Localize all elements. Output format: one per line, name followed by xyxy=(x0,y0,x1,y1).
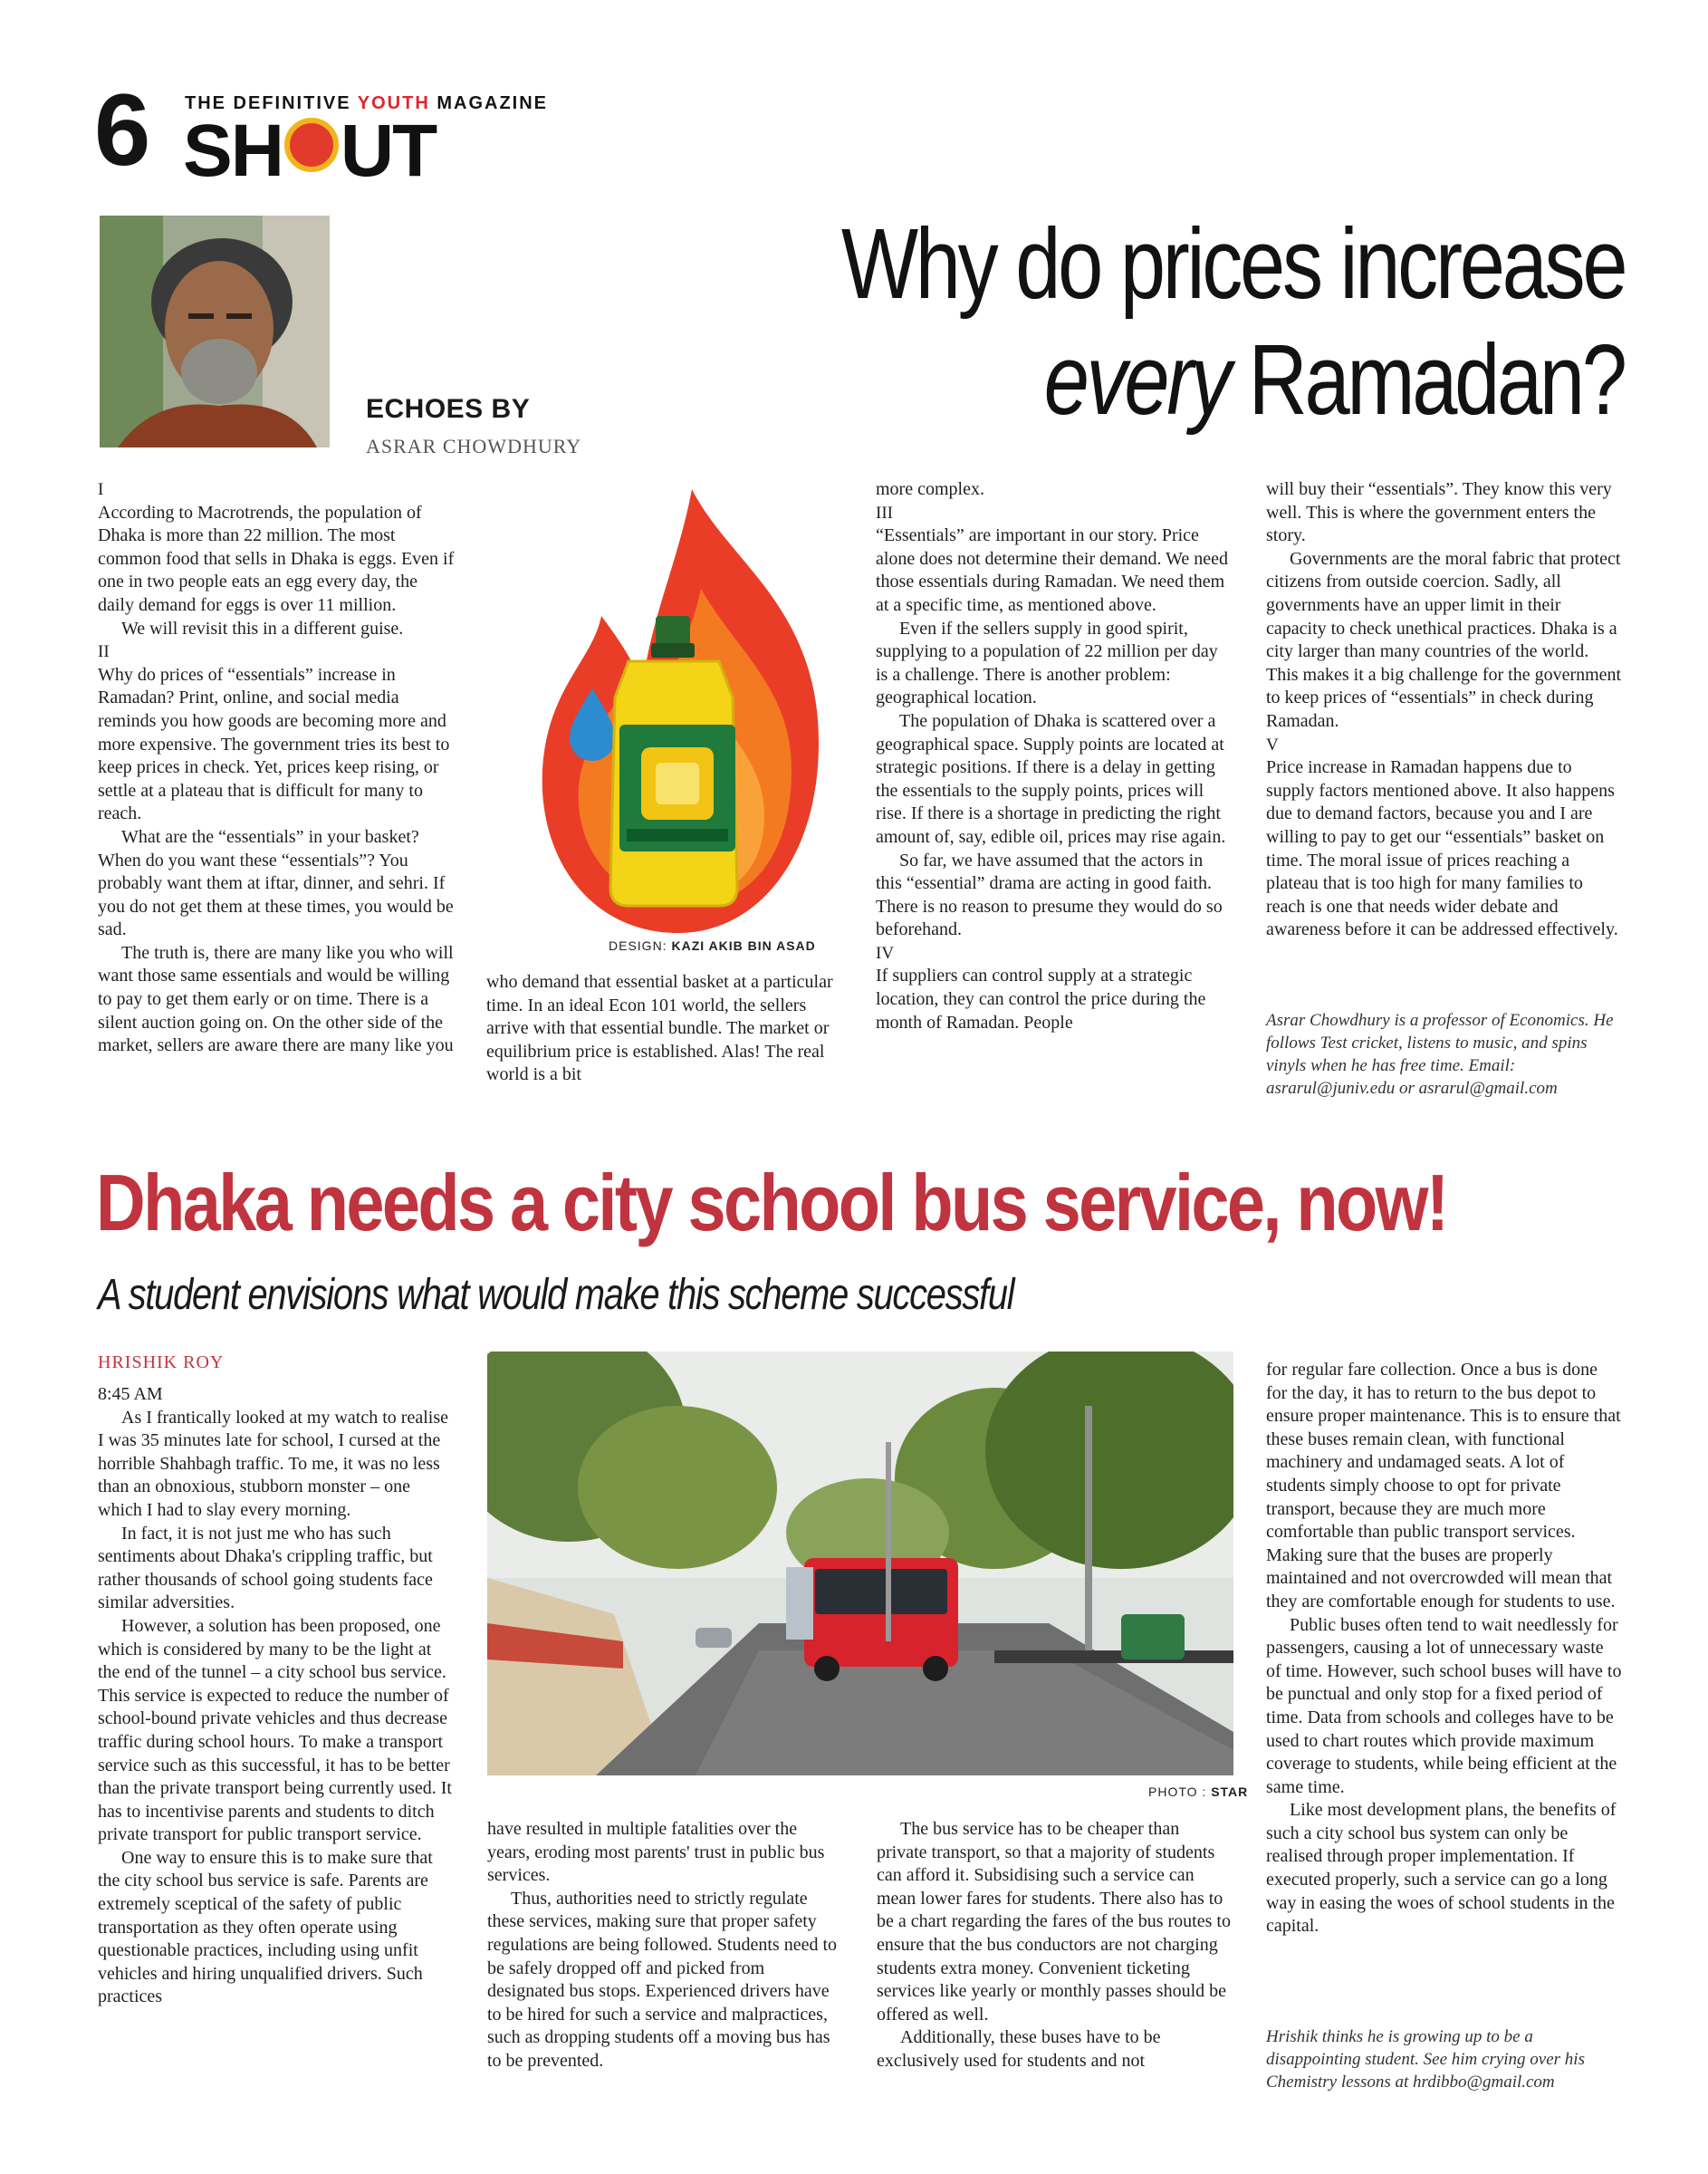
article2-column-2 xyxy=(487,1818,843,2073)
article2-title: Dhaka needs a city school bus service, now! xyxy=(96,1158,1447,1247)
section-numeral: I xyxy=(98,480,104,499)
section-numeral: IV xyxy=(876,943,895,963)
section-numeral: III xyxy=(876,503,893,523)
article2-column-1 xyxy=(98,1383,453,2009)
oil-bottle-fire-icon xyxy=(520,480,846,951)
paragraph: for regular fare collection. Once a bus is done for the day, it has to return to the bus depot to ensure proper maintenance. This is to ensure that these buses remain clean, with functional machinery and undamaged seats. A lot of students simply choose to opt for private transport, because they are much more comfortable than public transport services. Making sure that the buses are properly maintained and not overcrowded will mean that they are comfortable enough for students to use. xyxy=(1266,1360,1621,1611)
paragraph: In fact, it is not just me who has such sentiments about Dhaka's crippling traffic, but rather thousands of school going students face similar adversities. xyxy=(98,1523,433,1613)
article1-column-2 xyxy=(486,971,845,1087)
paragraph: The truth is, there are many like you who will want those same essentials and would be willing to pay to get them early or on time. There is a silent auction going on. On the other side of the market, sellers are aware there are many like you xyxy=(98,942,454,1056)
paragraph: who demand that essential basket at a particular time. In an ideal Econ 101 world, the sellers arrive with that essential bundle. The market or equilibrium price is established. Alas! The real world is a bit xyxy=(486,972,833,1085)
paragraph: If suppliers can control supply at a strategic location, they can control the price during the month of Ramadan. People xyxy=(876,966,1206,1033)
tagline-pre: THE DEFINITIVE xyxy=(185,93,351,113)
article2-column-3 xyxy=(877,1818,1233,2073)
article1-title-line1: Why do prices increase xyxy=(840,208,1625,320)
article1-column-3 xyxy=(876,478,1233,1034)
paragraph: However, a solution has been proposed, one which is considered by many to be the light at the end of the tunnel – a city school bus service. This service is expected to reduce the number of school-bound private vehicles and thus decrease traffic during school hours. To make a transport service such as this successful, it has to be better than the private transport being currently used. It has to incentivise parents and students to ditch private transport for public transport service. xyxy=(98,1615,452,1845)
article1-column-4 xyxy=(1266,478,1624,942)
paragraph: Additionally, these buses have to be exclusively used for students and not xyxy=(877,2027,1161,2071)
article2-subtitle: A student envisions what would make this scheme successful xyxy=(98,1271,1014,1319)
paragraph: Like most development plans, the benefits of such a city school bus system can only be realised through proper implementation. If executed properly, such a service can go a long way in easing the woes of school students in the capital. xyxy=(1266,1800,1617,1937)
page-number: 6 xyxy=(94,73,149,187)
bus-photo xyxy=(487,1352,1233,1775)
paragraph: have resulted in multiple fatalities over the years, eroding most parents' trust in public bus services. xyxy=(487,1819,825,1886)
article1-column-1 xyxy=(98,478,456,1058)
paragraph: One way to ensure this is to make sure that the city school bus service is safe. Parents are extremely sceptical of the safety of public transportation as they often operate using questionable practices, including using unfit vehicles and hiring unqualified drivers. Such practices xyxy=(98,1847,433,2007)
paragraph: 8:45 AM xyxy=(98,1384,163,1404)
column-name: ECHOES BY xyxy=(366,394,531,424)
photo-credit-name: STAR xyxy=(1211,1784,1249,1799)
logo-o-target-icon xyxy=(284,118,339,172)
portrait-illustration xyxy=(100,216,330,447)
article1-title-line2 xyxy=(1044,326,1625,435)
paragraph: Price increase in Ramadan happens due to supply factors mentioned above. It also happens due to demand factors, because you and I are willing to pay to get our “essentials” basket on time. The moral issue of prices reaching a plateau that is too high for many families to reach is one that needs wider debate and awareness before it can be addressed effectively. xyxy=(1266,757,1618,940)
design-credit xyxy=(609,938,816,953)
section-numeral: II xyxy=(98,642,110,662)
paragraph: As I frantically looked at my watch to realise I was 35 minutes late for school, I cursed at the horrible Shahbagh traffic. To me, it was no less than an obnoxious, stubborn monster – one which I had to slay every morning. xyxy=(98,1407,448,1520)
paragraph: The population of Dhaka is scattered over a geographical space. Supply points are located at strategic positions. If there is a delay in getting the essentials to the supply points, prices will rise. If there is a shortage in predicting the right amount of, say, edible oil, prices may rise again. xyxy=(876,710,1226,847)
paragraph: What are the “essentials” in your basket? When do you want these “essentials”? You probably want them at iftar, dinner, and sehri. If you do not get them at these times, you would be sad. xyxy=(98,826,454,940)
article1-author: ASRAR CHOWDHURY xyxy=(366,435,582,457)
title-rest: Ramadan? xyxy=(1248,324,1625,436)
street-bus-illustration xyxy=(487,1352,1233,1775)
photo-credit-label: PHOTO : xyxy=(1148,1784,1207,1799)
shout-logo xyxy=(183,110,437,192)
paragraph: Even if the sellers supply in good spirit, supplying to a population of 22 million per day is a challenge. There is another problem: geographical location. xyxy=(876,618,1218,708)
design-credit-name: KAZI AKIB BIN ASAD xyxy=(671,938,816,953)
paragraph: Governments are the moral fabric that protect citizens from outside coercion. Sadly, all governments have an upper limit in their capacity to check unethical practices. Dhaka is a city larger than many countries of the world. This makes it a big challenge for the government to keep prices of “essentials” in check during Ramadan. xyxy=(1266,548,1622,731)
paragraph: “Essentials” are important in our story. Price alone does not determine their demand. We need those essentials during Ramadan. We need them at a specific time, as mentioned above. xyxy=(876,525,1228,615)
paragraph: will buy their “essentials”. They know this very well. This is where the government enters the story. xyxy=(1266,479,1612,546)
title-italic-word: every xyxy=(1044,324,1230,436)
paragraph: According to Macrotrends, the population of Dhaka is more than 22 million. The most common food that sells in Dhaka is eggs. Even if one in two people eats an egg every day, the daily demand for eggs is over 11 million. xyxy=(98,502,455,615)
paragraph: So far, we have assumed that the actors in this “essential” drama are acting in good faith. There is no reason to presume they would do so beforehand. xyxy=(876,850,1223,940)
paragraph: more complex. xyxy=(876,479,984,499)
paragraph: Thus, authorities need to strictly regulate these services, making sure that proper safety regulations are being followed. Students need to be safely dropped off and picked from designated bus stops. Experienced drivers have to be hired for such a service and malpractices, such as dropping students off a moving bus has to be prevented. xyxy=(487,1888,838,2071)
section-numeral: V xyxy=(1266,735,1279,755)
logo-part1: SH xyxy=(183,110,283,192)
tagline-post: MAGAZINE xyxy=(437,93,549,113)
fire-oil-illustration xyxy=(520,480,846,951)
tagline-highlight: YOUTH xyxy=(357,93,430,113)
paragraph: Why do prices of “essentials” increase in Ramadan? Print, online, and social media reminds you how goods are becoming more and more expensive. The government tries its best to keep prices in check. Yet, prices keep rising, or settle at a plateau that is difficult for many to reach. xyxy=(98,664,450,824)
article2-column-4 xyxy=(1266,1359,1622,1938)
logo-part2: UT xyxy=(340,110,437,192)
paragraph: We will revisit this in a different guise. xyxy=(121,618,404,639)
article2-author-bio: Hrishik thinks he is growing up to be a disappointing student. See him crying over his Chemistry lessons at hrdibbo@gmail.com xyxy=(1266,2027,1585,2092)
photo-credit xyxy=(1148,1784,1248,1799)
paragraph: The bus service has to be cheaper than private transport, so that a majority of students can afford it. Subsidising such a service can mean lower fares for students. There also has to be a chart regarding the fares of the bus routes to ensure that the bus conductors are not charging students extra money. Convenient ticketing services like yearly or monthly passes should be offered as well. xyxy=(877,1819,1231,2025)
author-photo xyxy=(100,216,330,447)
article2-author: HRISHIK ROY xyxy=(98,1352,225,1372)
paragraph: Public buses often tend to wait needlessly for passengers, causing a lot of unnecessary waste of time. However, such school buses will have to be punctual and only stop for a fixed period of time. Data from schools and colleges have to be used to chart routes which provide maximum coverage to students, while being efficient at the same time. xyxy=(1266,1614,1622,1797)
design-credit-label: DESIGN: xyxy=(609,938,667,953)
article1-author-bio: Asrar Chowdhury is a professor of Economics. He follows Test cricket, listens to music, and spins vinyls when he has free time. Email: asrarul@juniv.edu or asrarul@gmail.com xyxy=(1266,1011,1614,1098)
